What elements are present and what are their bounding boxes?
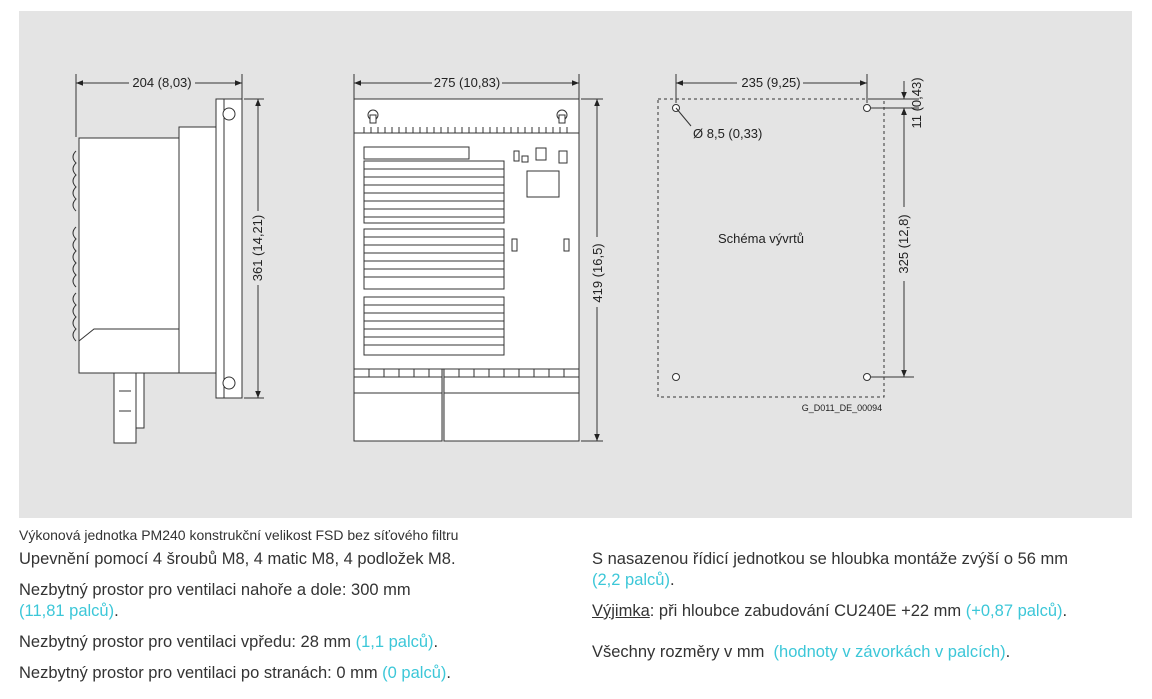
figure-caption: Výkonová jednotka PM240 konstrukční velikost FSD bez síťového filtru xyxy=(19,527,459,543)
note-units: Všechny rozměry v mm (hodnoty v závorkách v palcích). xyxy=(592,643,1011,661)
side-height-dim: 361 (14,21) xyxy=(250,214,265,282)
front-view xyxy=(354,74,603,441)
hole-diameter-dim: Ø 8,5 (0,33) xyxy=(693,126,763,141)
hole-pattern-label: Schéma vývrtů xyxy=(718,231,804,246)
side-width-dim: 204 (8,03) xyxy=(132,75,192,90)
hole-offset-dim: 11 (0,43) xyxy=(909,77,924,129)
notes-left xyxy=(19,549,559,694)
note-exception: Výjimka: při hloubce zabudování CU240E +22 mm (+0,87 palců). xyxy=(592,602,1068,620)
note-vent-front: Nezbytný prostor pro ventilaci vpředu: 28 mm (1,1 palců). xyxy=(19,633,439,651)
front-height-dim: 419 (16,5) xyxy=(590,243,605,303)
side-view xyxy=(73,74,264,443)
notes-right xyxy=(592,549,1147,673)
drawing-id: G_D011_DE_00094 xyxy=(801,403,883,413)
note-mounting: Upevnění pomocí 4 šroubů M8, 4 matic M8, 4 podložek M8. xyxy=(19,550,456,568)
note-vent-sides: Nezbytný prostor pro ventilaci po stranách: 0 mm (0 palců). xyxy=(19,664,451,682)
hole-width-dim: 235 (9,25) xyxy=(741,75,801,90)
front-width-dim: 275 (10,83) xyxy=(433,75,501,90)
note-control-unit: S nasazenou řídicí jednotkou se hloubka montáže zvýší o 56 mm (2,2 palců). xyxy=(592,550,1069,589)
dimension-drawing xyxy=(19,11,1132,518)
hole-height-dim: 325 (12,8) xyxy=(896,214,911,274)
note-vent-top-bottom: Nezbytný prostor pro ventilaci nahoře a dole: 300 mm (11,81 palců). xyxy=(19,581,411,620)
